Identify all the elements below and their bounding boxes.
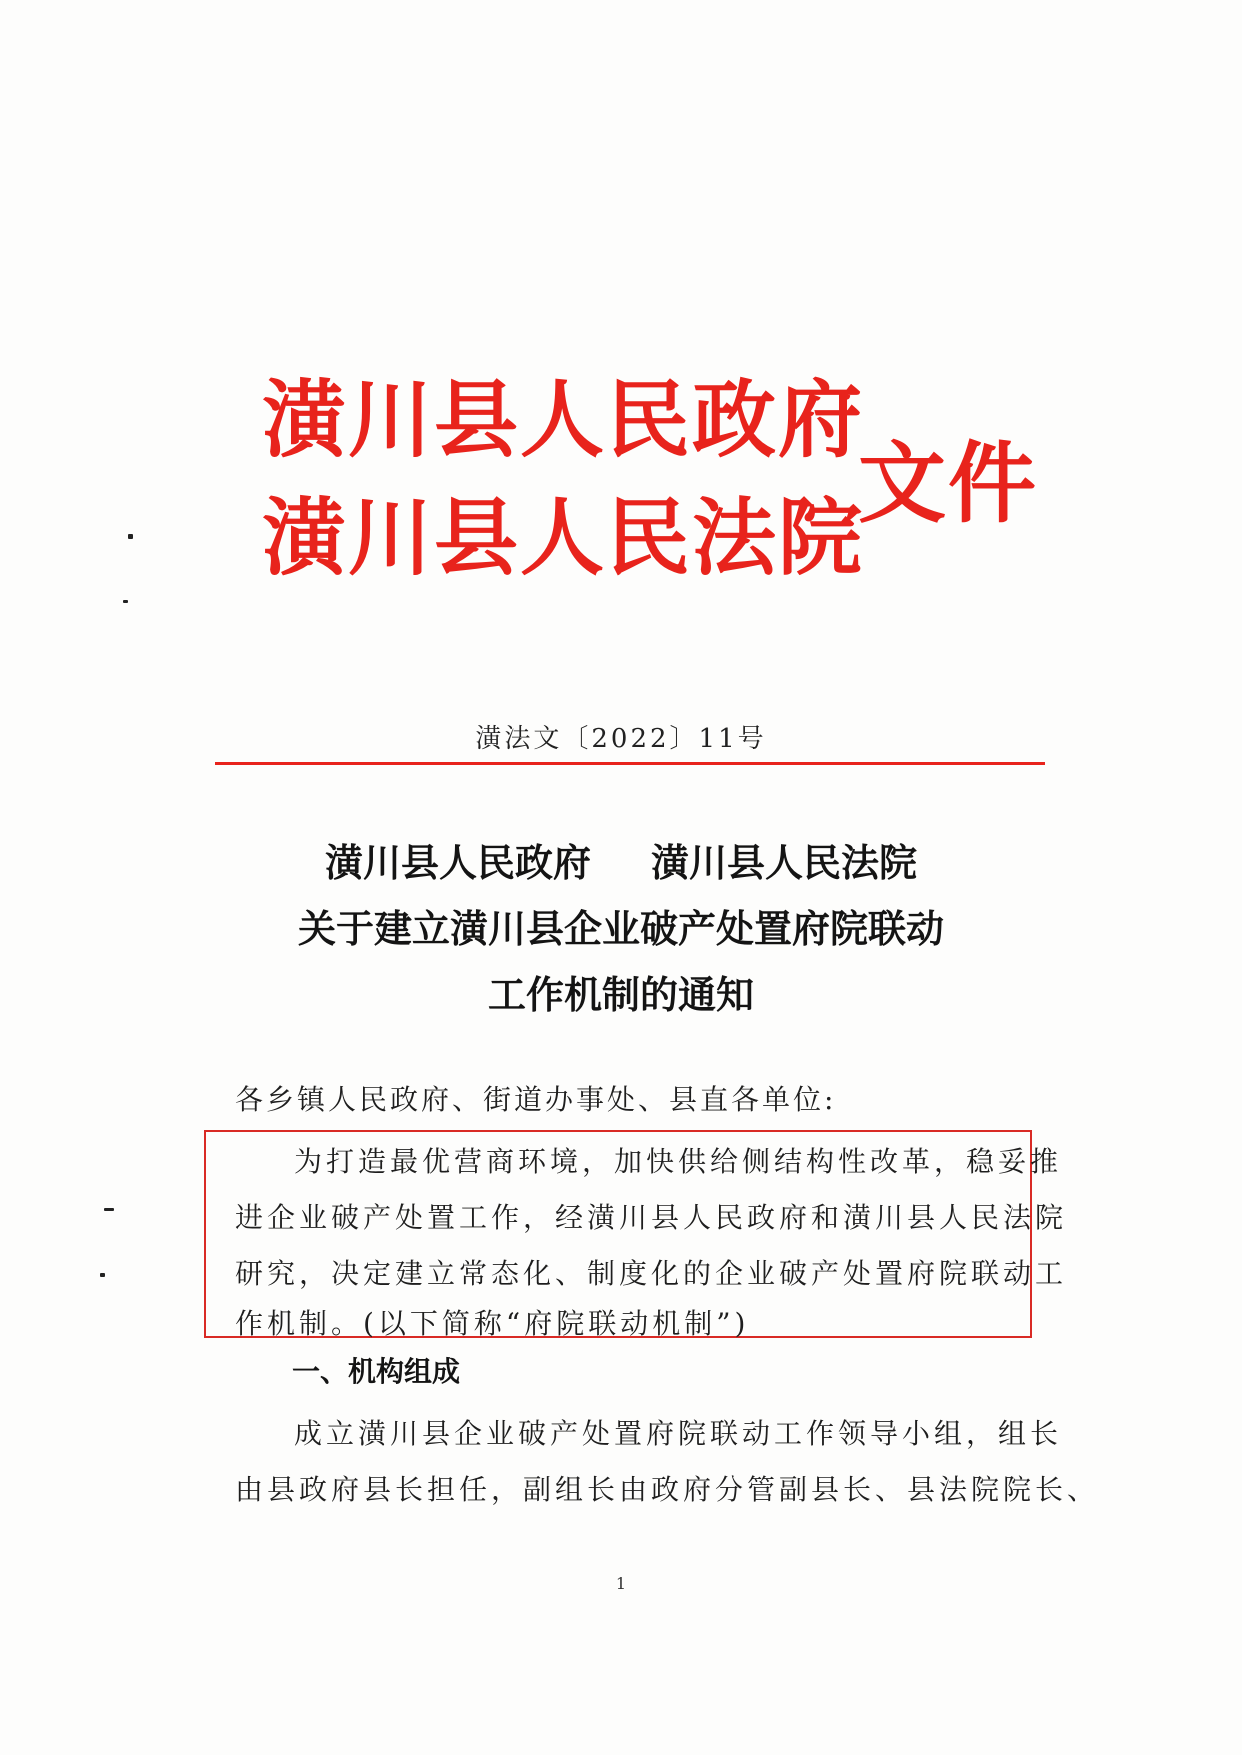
issuer-government: 潢川县人民政府 [262, 371, 865, 469]
scan-speck [104, 1208, 114, 1211]
red-letterhead [262, 371, 1062, 608]
scan-speck [123, 600, 128, 603]
intro-line: 进企业破产处置工作，经潢川县人民政府和潢川县人民法院 [235, 1201, 1068, 1234]
scan-speck [100, 1273, 105, 1277]
scan-speck [128, 534, 133, 539]
document-number: 潢法文〔2022〕11号 [475, 724, 767, 754]
intro-line: 作机制。(以下简称“府院联动机制”) [235, 1307, 750, 1340]
issuer-court: 潢川县人民法院 [262, 489, 865, 587]
document-title-line-2: 关于建立潢川县企业破产处置府院联动 [297, 907, 944, 951]
addressee: 各乡镇人民政府、街道办事处、县直各单位: [235, 1083, 837, 1116]
intro-line: 为打造最优营商环境，加快供给侧结构性改革，稳妥推 [294, 1145, 1063, 1178]
page-number: 1 [615, 1574, 627, 1593]
document-title-line-3: 工作机制的通知 [487, 973, 754, 1017]
section-heading: 一、机构组成 [292, 1355, 461, 1388]
document-title-line-1 [0, 832, 1242, 887]
section-line: 由县政府县长担任，副组长由政府分管副县长、县法院院长、 [235, 1473, 1100, 1506]
title-court: 潢川县人民法院 [651, 841, 918, 885]
red-divider-line [215, 762, 1045, 765]
intro-line: 研究，决定建立常态化、制度化的企业破产处置府院联动工 [235, 1257, 1068, 1290]
document-word: 文件 [858, 432, 1039, 535]
section-line: 成立潢川县企业破产处置府院联动工作领导小组，组长 [294, 1417, 1063, 1450]
title-government: 潢川县人民政府 [324, 841, 591, 885]
